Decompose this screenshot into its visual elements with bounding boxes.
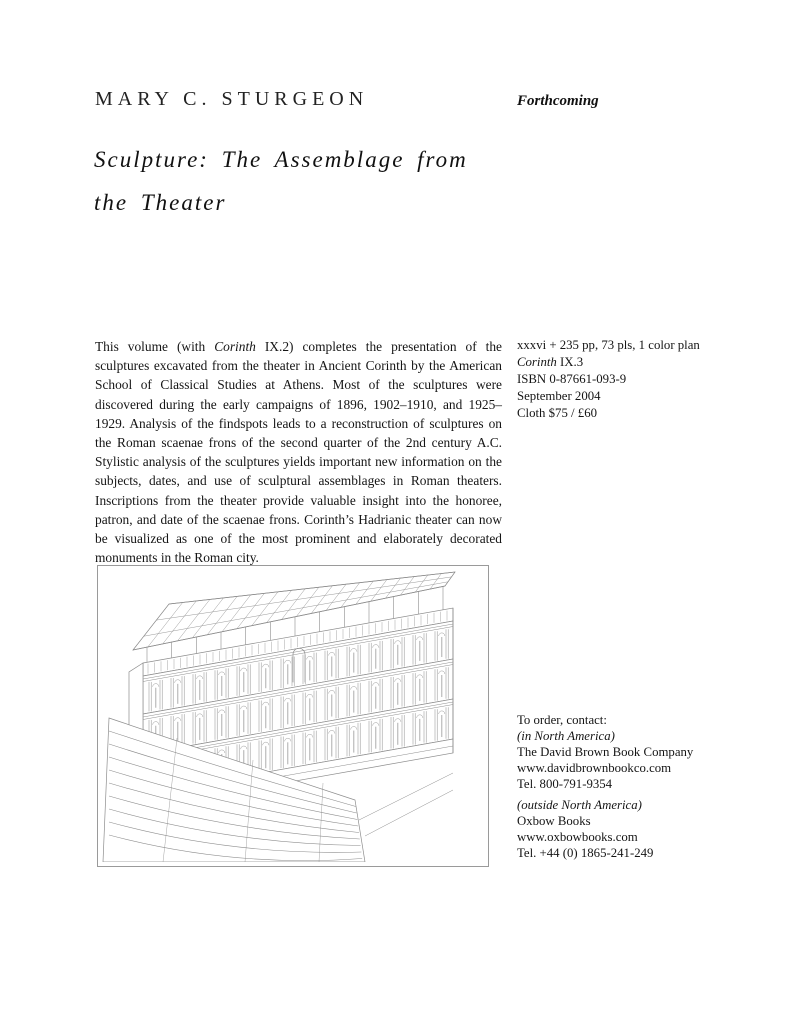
book-title <box>94 138 514 224</box>
spec-extent: xxxvi + 235 pp, 73 pls, 1 color plan <box>517 338 700 352</box>
ordering-international <box>517 797 737 861</box>
description-series-title: Corinth <box>214 339 256 354</box>
ordering-na-label: (in North America) <box>517 729 615 743</box>
ordering-na-website: www.davidbrownbookco.com <box>517 761 672 775</box>
spec-series-number: IX.3 <box>556 354 584 369</box>
ordering-heading: To order, contact: <box>517 713 607 727</box>
book-title-line2: the Theater <box>94 190 227 215</box>
ordering-intl-website: www.oxbowbooks.com <box>517 830 638 844</box>
description-seg1: This volume (with <box>95 339 215 354</box>
ordering-intl-telephone: Tel. +44 (0) 1865-241-249 <box>517 846 654 860</box>
ordering-intl-company: Oxbow Books <box>517 814 591 828</box>
author-name: MARY C. STURGEON <box>95 88 369 110</box>
spec-date: September 2004 <box>517 388 601 403</box>
theater-reconstruction-drawing <box>102 570 484 862</box>
spec-series-name: Corinth <box>517 354 557 369</box>
status-label: Forthcoming <box>517 93 599 109</box>
ordering-na-telephone: Tel. 800-791-9354 <box>517 777 613 791</box>
ordering-info <box>517 712 737 861</box>
ordering-na-company: The David Brown Book Company <box>517 745 694 759</box>
figure-box <box>97 565 489 867</box>
description-paragraph <box>95 337 502 567</box>
ordering-intl-label: (outside North America) <box>517 798 642 812</box>
spec-isbn: ISBN 0-87661-093-9 <box>517 371 627 386</box>
description-seg3: IX.2) completes the presentation of the sculptures excavated from the theater in Ancient Corinth by the American School of Classical Studies at Athens. Most of the sculptures were discovered during the early campaigns of 1896, 1902–1910, and 1925–1929. Analysis of the findspots leads to a reconstruction of sculptures on the Roman scaenae frons of the second quarter of the 2nd century A.C. Stylistic analysis of the sculptures yields important new information on the subjects, dates, and use of sculptural assemblages in Roman theaters. Inscriptions from the theater provide valuable insight into the honoree, patron, and date of the scaenae frons. Corinth’s Hadrianic theater can now be visualized as one of the most prominent and elaborately decorated monuments in the Roman city. <box>95 339 502 566</box>
ordering-north-america <box>517 728 737 792</box>
spec-series <box>517 354 717 371</box>
publication-specs <box>517 337 717 422</box>
spec-binding: Cloth $75 / £60 <box>517 405 597 420</box>
book-title-line1: Sculpture: The Assemblage from <box>94 147 468 172</box>
